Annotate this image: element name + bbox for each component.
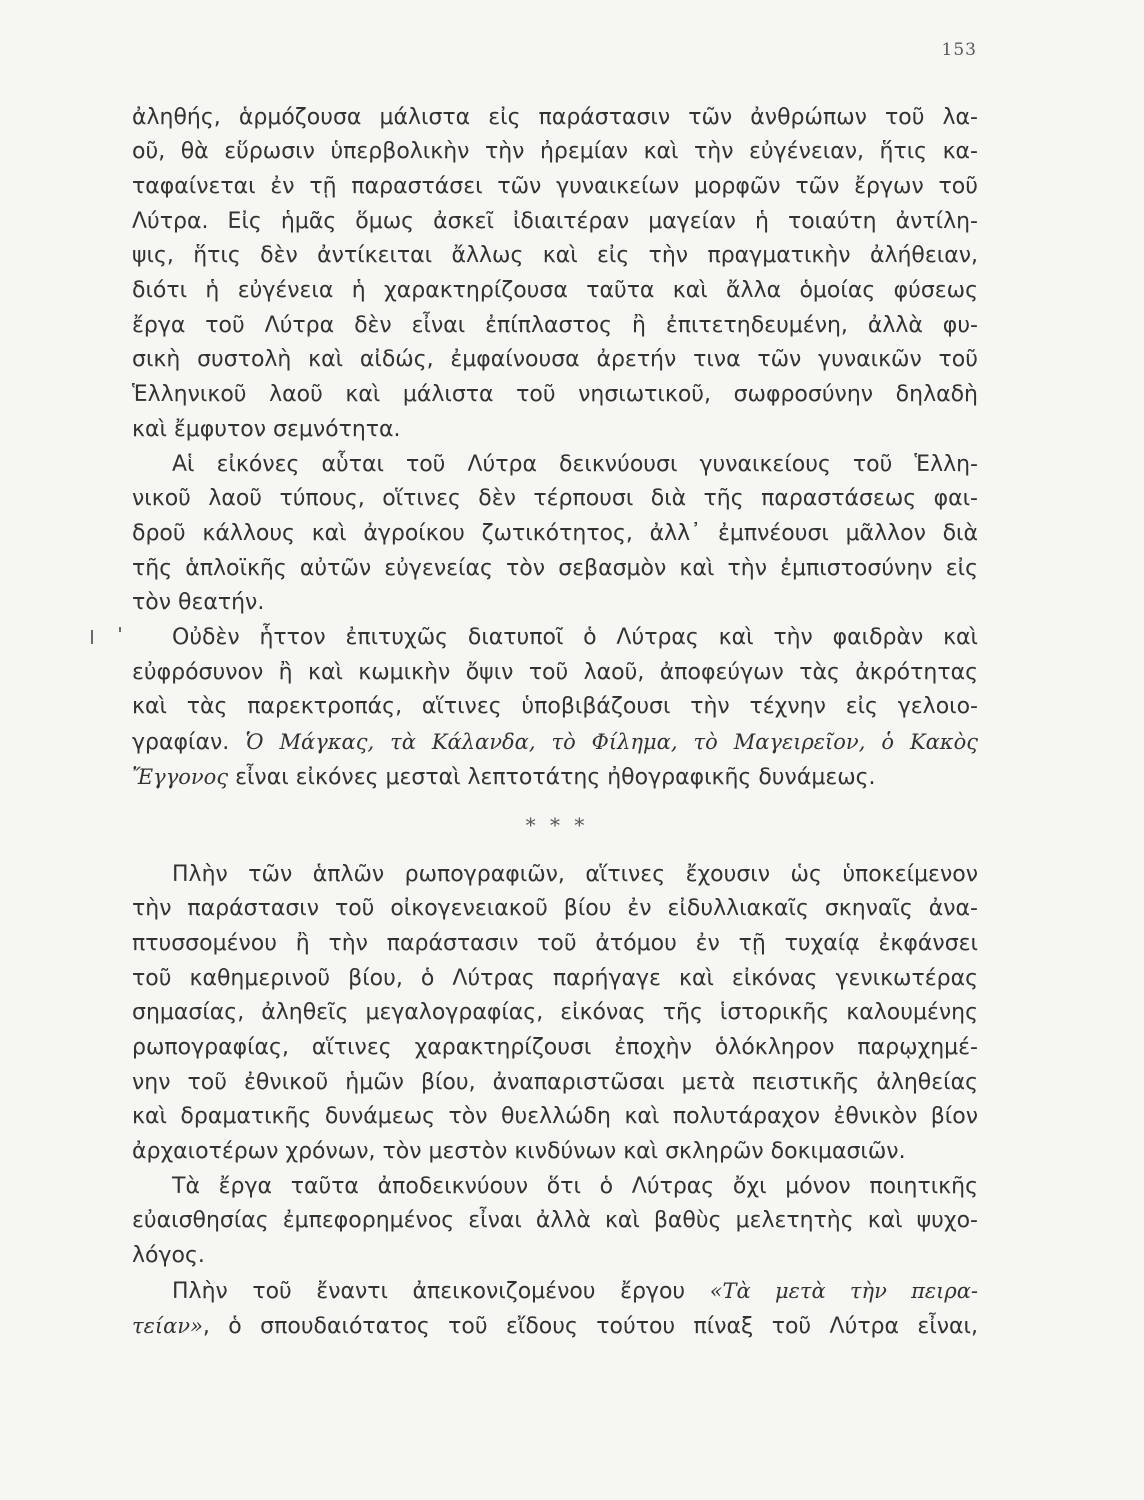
text-line: Πλὴν τῶν ἁπλῶν ρωπογραφιῶν, αἵτινες ἔχουσιν ὡς ὑποκείμενον [172,861,978,887]
text-line: οῦ, θὰ εὕρωσιν ὑπερβολικὴν τὴν ἠρεμίαν καὶ τὴν εὐγένειαν, ἥτις κα- [132,139,978,165]
paragraph [132,448,978,621]
text-line [132,1309,978,1344]
italic-artwork-title: τείαν» [132,1313,203,1338]
text-line: Οὐδὲν ἧττον ἐπιτυχῶς διατυποῖ ὁ Λύτρας καὶ τὴν φαιδρὰν καὶ [172,624,978,650]
text-line: ρωπογραφίας, αἵτινες χαρακτηρίζουσι ἐποχὴν ὁλόκληρον παρῳχημέ- [132,1035,978,1061]
text-segment: Πλὴν τοῦ ἔναντι ἀπεικονιζομένου ἔργου [172,1278,710,1304]
section-separator: * * * [525,813,585,838]
italic-artwork-titles: Ἔγγονος [132,764,229,789]
body-text [132,101,978,1344]
text-line: καὶ τὰς παρεκτροπάς, αἵτινες ὑποβιβάζουσι τὴν τέχνην εἰς γελοιο- [132,694,978,720]
text-segment: εἶναι εἰκόνες μεσταὶ λεπτοτάτης ἠθογραφικῆς δυνάμεως. [228,764,876,790]
paragraph [132,101,978,448]
text-line: Λύτρα. Εἰς ἡμᾶς ὅμως ἀσκεῖ ἰδιαιτέραν μαγείαν ἡ τοιαύτη ἀντίλη- [132,208,978,234]
text-line: τὴν παράστασιν τοῦ οἰκογενειακοῦ βίου ἐν εἰδυλλιακαῖς σκηναῖς ἀνα- [132,896,978,922]
paragraph [132,1170,978,1274]
text-line: νικοῦ λαοῦ τύπους, οἵτινες δὲν τέρπουσι διὰ τῆς παραστάσεως φαι- [132,486,978,512]
text-line: δροῦ κάλλους καὶ ἀγροίκου ζωτικότητος, ἀλλ᾿ ἐμπνέουσι μᾶλλον διὰ [132,520,978,546]
stray-mark [91,630,93,644]
paragraph [132,858,978,1170]
text-line: ἔργα τοῦ Λύτρα δὲν εἶναι ἐπίπλαστος ἢ ἐπιτετηδευμένη, ἀλλὰ φυ- [132,312,978,338]
text-line: λόγος. [132,1243,205,1269]
text-line: εὐφρόσυνον ἢ καὶ κωμικὴν ὄψιν τοῦ λαοῦ, ἀποφεύγων τὰς ἀκρότητας [132,659,978,685]
paragraph [132,1274,978,1343]
text-line: τοῦ καθημερινοῦ βίου, ὁ Λύτρας παρήγαγε καὶ εἰκόνας γενικωτέρας [132,965,978,991]
text-line: Τὰ ἔργα ταῦτα ἀποδεικνύουν ὅτι ὁ Λύτρας ὄχι μόνον ποιητικῆς [172,1173,978,1199]
text-line: διότι ἡ εὐγένεια ἡ χαρακτηρίζουσα ταῦτα καὶ ἄλλα ὁμοίας φύσεως [132,278,978,304]
text-line: Ἑλληνικοῦ λαοῦ καὶ μάλιστα τοῦ νησιωτικοῦ, σωφροσύνην δηλαδὴ [132,382,978,408]
stray-mark [119,627,121,632]
text-line: νην τοῦ ἐθνικοῦ ἡμῶν βίου, ἀναπαριστῶσαι μετὰ πειστικῆς ἀληθείας [132,1069,978,1095]
text-line: σικὴ συστολὴ καὶ αἰδώς, ἐμφαίνουσα ἀρετήν τινα τῶν γυναικῶν τοῦ [132,347,978,373]
text-line [172,1274,978,1309]
text-line [132,760,978,795]
paragraph [132,621,978,794]
text-line: καὶ δραματικῆς δυνάμεως τὸν θυελλώδη καὶ πολυτάραχον ἐθνικὸν βίον [132,1104,978,1130]
text-line: ταφαίνεται ἐν τῇ παραστάσει τῶν γυναικείων μορφῶν τῶν ἔργων τοῦ [132,174,978,200]
text-line: Αἱ εἰκόνες αὗται τοῦ Λύτρα δεικνύουσι γυναικείους τοῦ Ἑλλη- [172,451,978,477]
text-line: ἀληθής, ἁρμόζουσα μάλιστα εἰς παράστασιν τῶν ἀνθρώπων τοῦ λα- [132,104,978,130]
page-number: 153 [941,40,977,60]
text-segment: , ὁ σπουδαιότατος τοῦ εἴδους τούτου πίναξ τοῦ Λύτρα εἶναι, [202,1313,978,1339]
italic-artwork-title: «Τὰ μετὰ τὴν πειρα- [709,1278,978,1303]
italic-artwork-titles: Ὁ Μάγκας, τὰ Κάλανδα, τὸ Φίλημα, τὸ Μαγειρεῖον, ὁ Κακὸς [245,730,978,755]
text-line: τὸν θεατήν. [132,590,265,616]
text-segment: γραφίαν. [132,730,246,756]
text-line: καὶ ἔμφυτον σεμνότητα. [132,416,401,442]
text-line: πτυσσομένου ἢ τὴν παράστασιν τοῦ ἀτόμου ἐν τῇ τυχαίᾳ ἐκφάνσει [132,930,978,956]
text-line [132,725,978,760]
text-line: εὐαισθησίας ἐμπεφορημένος εἶναι ἀλλὰ καὶ βαθὺς μελετητὴς καὶ ψυχο- [132,1208,978,1234]
text-line: τῆς ἁπλοϊκῆς αὐτῶν εὐγενείας τὸν σεβασμὸν καὶ τὴν ἐμπιστοσύνην εἰς [132,555,978,581]
text-line: ψις, ἥτις δὲν ἀντίκειται ἄλλως καὶ εἰς τὴν πραγματικὴν ἀλήθειαν, [132,243,978,269]
text-line: σημασίας, ἀληθεῖς μεγαλογραφίας, εἰκόνας τῆς ἱστορικῆς καλουμένης [132,1000,978,1026]
text-line: ἀρχαιοτέρων χρόνων, τὸν μεστὸν κινδύνων καὶ σκληρῶν δοκιμασιῶν. [132,1139,906,1165]
